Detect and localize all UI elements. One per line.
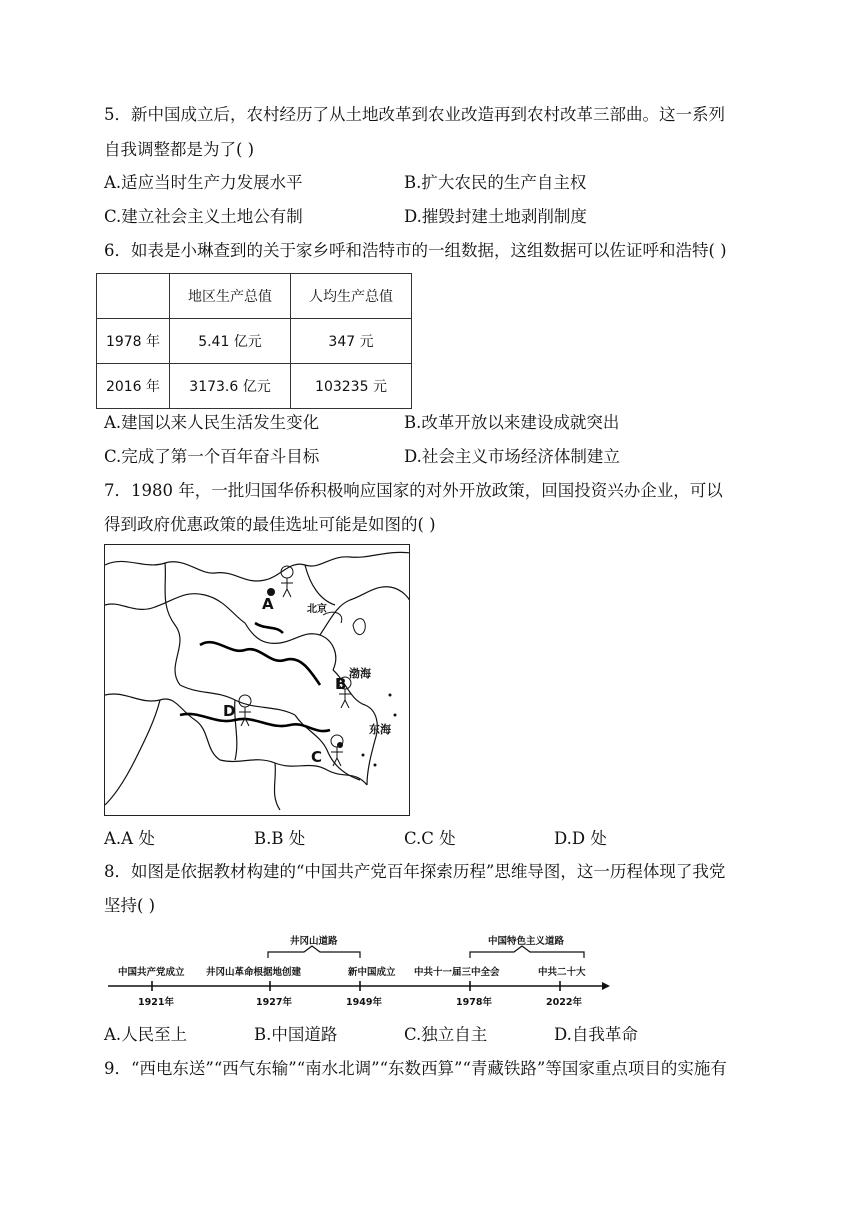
map-label-b: B xyxy=(335,675,347,693)
timeline-year: 1949年 xyxy=(346,997,382,1008)
table-header-cell: 人均生产总值 xyxy=(291,274,412,319)
q7-option-d: D.D 处 xyxy=(554,829,607,848)
q8-stem-line1: 8．如图是依据教材构建的“中国共产党百年探索历程”思维导图，这一历程体现了我党 xyxy=(104,862,726,881)
q5-option-c: C.建立社会主义土地公有制 xyxy=(104,207,303,226)
map-label-bohai: 渤海 xyxy=(349,667,371,680)
q5-option-b: B.扩大农民的生产自主权 xyxy=(404,173,587,192)
bracket-socialism-road xyxy=(470,946,584,958)
q6-stem-line1: 6．如表是小琳查到的关于家乡呼和浩特市的一组数据，这组数据可以佐证呼和浩特( ) xyxy=(104,241,727,260)
table-cell: 3173.6 亿元 xyxy=(170,364,291,409)
china-map-figure xyxy=(104,544,410,816)
table-header-row xyxy=(97,274,412,319)
map-label-beijing: 北京 xyxy=(307,604,327,615)
timeline-event: 中共十一届三中全会 xyxy=(414,967,500,978)
timeline-year: 1921年 xyxy=(138,997,174,1008)
map-label-c: C xyxy=(311,748,323,766)
q5-stem-line2: 自我调整都是为了( ) xyxy=(104,140,255,159)
map-label-a: A xyxy=(262,595,274,613)
q8-option-d: D.自我革命 xyxy=(554,1025,638,1044)
table-cell: 2016 年 xyxy=(97,364,170,409)
timeline-arrow xyxy=(602,982,610,990)
table-cell: 103235 元 xyxy=(291,364,412,409)
q7-option-b: B.B 处 xyxy=(254,829,306,848)
table-cell: 1978 年 xyxy=(97,319,170,364)
q6-option-b: B.改革开放以来建设成就突出 xyxy=(404,413,620,432)
q7-stem-line2: 得到政府优惠政策的最佳选址可能是如图的( ) xyxy=(104,515,436,534)
map-label-d: D xyxy=(223,702,236,720)
timeline-event: 新中国成立 xyxy=(348,967,396,978)
q8-option-b: B.中国道路 xyxy=(254,1025,338,1044)
table-header-cell: 地区生产总值 xyxy=(170,274,291,319)
q8-option-c: C.独立自主 xyxy=(404,1025,488,1044)
table-row xyxy=(97,364,412,409)
timeline-event: 中国共产党成立 xyxy=(118,967,185,978)
q6-option-a: A.建国以来人民生活发生变化 xyxy=(104,413,320,432)
q5-option-a: A.适应当时生产力发展水平 xyxy=(104,173,303,192)
timeline-event: 井冈山革命根据地创建 xyxy=(206,967,302,978)
table-cell: 5.41 亿元 xyxy=(170,319,291,364)
q6-option-d: D.社会主义市场经济体制建立 xyxy=(404,447,620,466)
q9-stem-line1: 9．“西电东送”“西气东输”“南水北调”“东数西算”“青藏铁路”等国家重点项目的实施有 xyxy=(104,1059,727,1078)
cpc-timeline-figure xyxy=(104,926,610,1012)
table-header-cell xyxy=(97,274,170,319)
timeline-bracket-label-2: 中国特色主义道路 xyxy=(488,936,565,947)
timeline-event: 中共二十大 xyxy=(538,967,586,978)
table-row xyxy=(97,319,412,364)
q8-option-a: A.人民至上 xyxy=(104,1025,188,1044)
table-cell: 347 元 xyxy=(291,319,412,364)
timeline-bracket-label-1: 井冈山道路 xyxy=(290,936,338,947)
q6-option-c: C.完成了第一个百年奋斗目标 xyxy=(104,447,320,466)
q7-stem-line1: 7．1980 年，一批归国华侨积极响应国家的对外开放政策，回国投资兴办企业，可以 xyxy=(104,481,723,500)
q7-option-a: A.A 处 xyxy=(104,829,155,848)
timeline-year: 1978年 xyxy=(456,997,492,1008)
map-label-donghai: 东海 xyxy=(369,723,391,736)
q8-stem-line2: 坚持( ) xyxy=(104,896,156,915)
q6-data-table xyxy=(96,273,412,409)
timeline-year: 2022年 xyxy=(546,997,582,1008)
q5-stem-line1: 5．新中国成立后，农村经历了从土地改革到农业改造再到农村改革三部曲。这一系列 xyxy=(104,105,725,124)
q7-option-c: C.C 处 xyxy=(404,829,456,848)
q5-option-d: D.摧毁封建土地剥削制度 xyxy=(404,207,587,226)
timeline-year: 1927年 xyxy=(256,997,292,1008)
bracket-jinggangshan xyxy=(268,946,360,958)
